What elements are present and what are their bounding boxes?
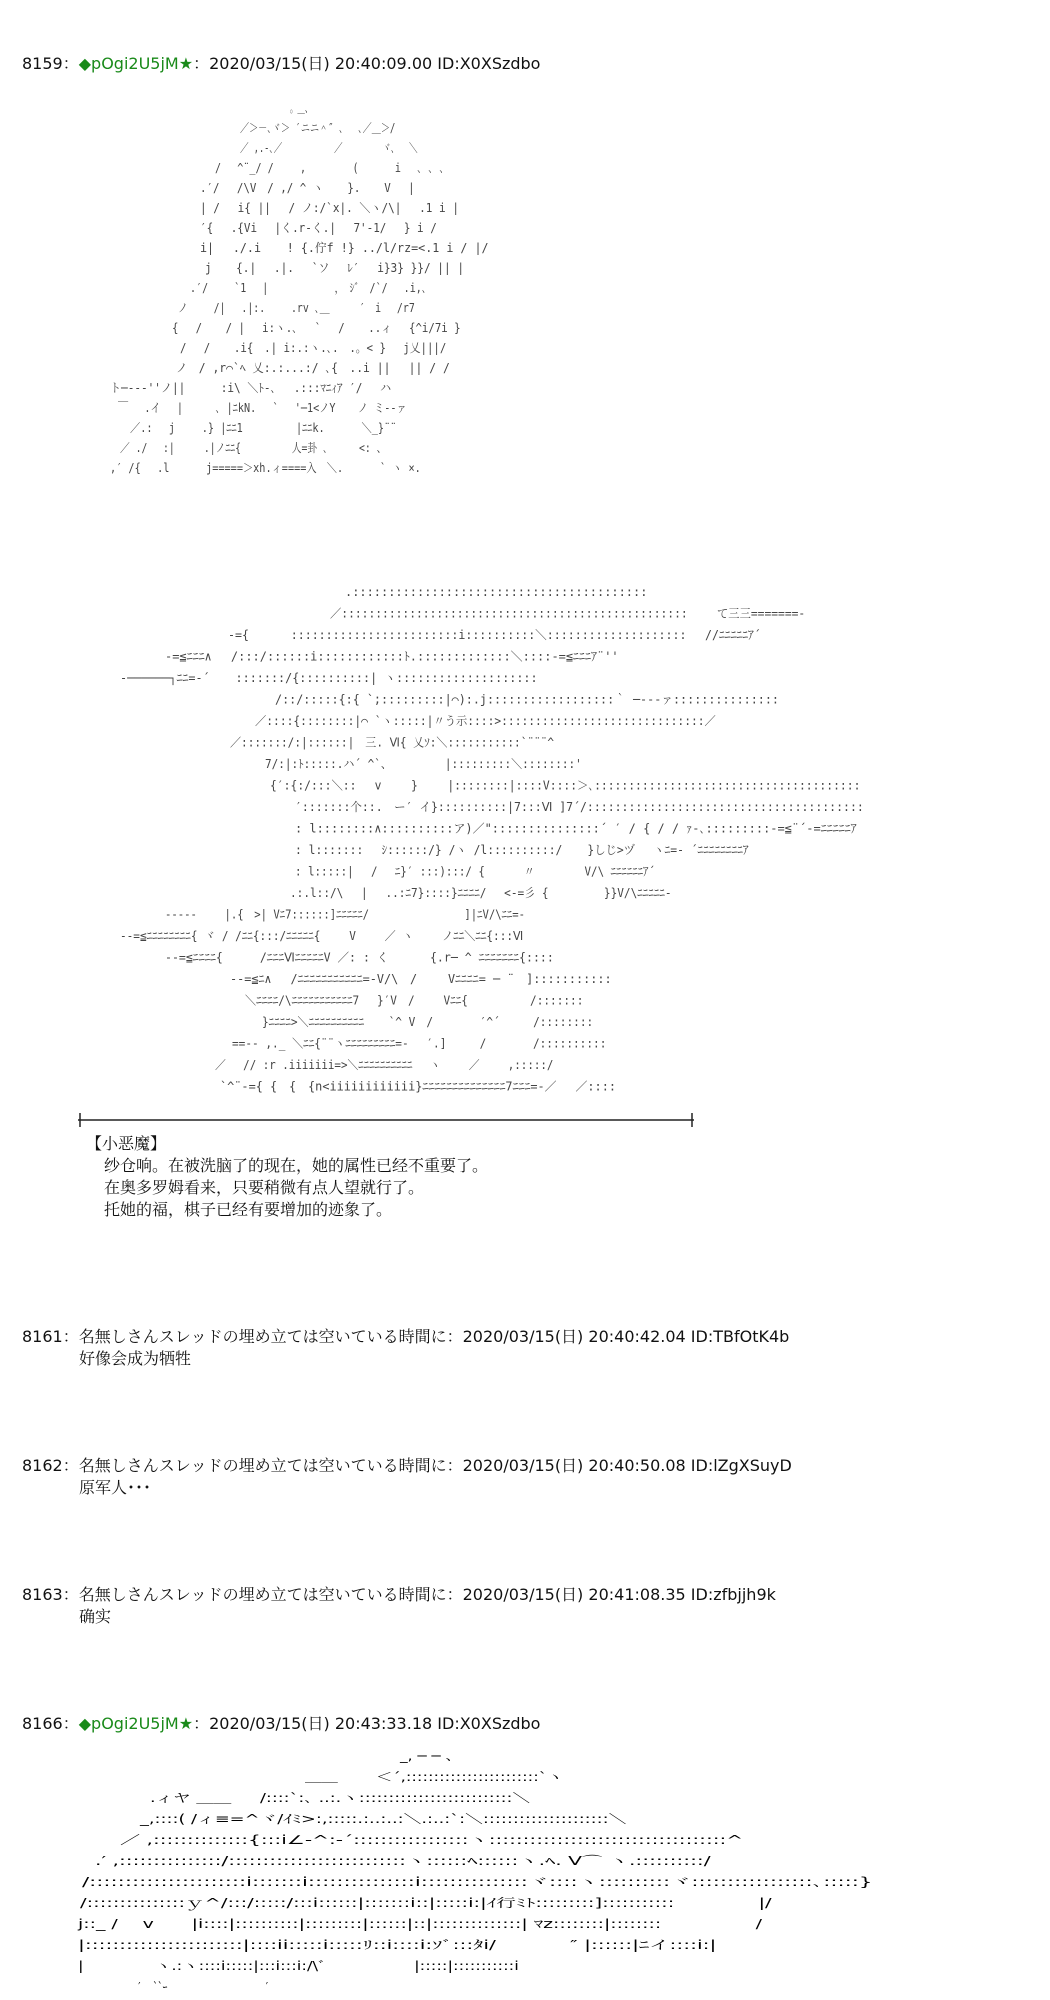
dialogue-line: 托她的福，棋子已经有要增加的迹象了。 bbox=[104, 1200, 393, 1219]
ascii-art-line: ′:::::::个::. ー′ イ}::::::::::|7:::Ⅵ ]7´/:::::::::::::::::::::::::::::::::::::::: bbox=[295, 800, 864, 814]
ascii-art-line: ／ ,.-､／ ／ ヾ､ ＼ bbox=[240, 141, 418, 155]
post-datetime: 2020/03/15(日) 20:40:50.08 bbox=[462, 1456, 686, 1475]
ascii-art-line: ノ /| .|:. .rv ､＿ ′ i /r7 bbox=[178, 301, 415, 315]
poster-id[interactable]: ID:zfbjjh9k bbox=[690, 1585, 776, 1604]
ascii-art-line: ,′ /{ .l j=====＞xh.ィ====入 ＼. ` ヽ ×. bbox=[110, 461, 421, 475]
ascii-art-line: {′:{:/:::＼:: v } |::::::::|::::V::::＞､::::::::::::::::::::::::::::::::::::::: bbox=[270, 778, 861, 793]
ascii-art-line: -=≦ﾆﾆﾆ∧ /:::/::::::i::::::::::::ﾄ.:::::::::::::＼::::-=≦ﾆﾆﾆｱ¨'' bbox=[165, 649, 619, 664]
post-datetime: 2020/03/15(日) 20:40:09.00 bbox=[209, 54, 433, 73]
poster-name: 名無しさんスレッドの埋め立ては空いている時間に bbox=[78, 1585, 447, 1604]
post-colon: ： bbox=[446, 1456, 463, 1475]
ascii-art-line: --=≦ﾆﾆﾆﾆﾆﾆﾆﾆ{ ヾ / /ﾆﾆ{:::/ﾆﾆﾆﾆﾆ{ V ／ ヽ ノﾆﾆ＼ﾆﾆ{:::Ⅵ bbox=[120, 929, 524, 943]
poster-name: ◆pOgi2U5jM bbox=[78, 1714, 179, 1733]
ascii-art-line: ￣ .イ | ､ |ﾆkN. ` '─1<ノY ノ ミ--ァ bbox=[118, 401, 460, 415]
ascii-art-line: { / / | i:ヽ.､ ` / ..ィ {^i/7i } bbox=[172, 321, 461, 335]
post-datetime: 2020/03/15(日) 20:43:33.18 bbox=[209, 1714, 433, 1733]
ascii-art-line: / / .i{ .| i:.:ヽ.､. .。< } j乂|||/ bbox=[180, 341, 447, 355]
ascii-art-line: .′ ,:::::::::::::::/::::::::::::::::::::::::::ヽ::::::ﾍ::::::ヽ.ﾍ. V⌒ ヽ.::::::::::/ bbox=[95, 1854, 713, 1868]
poster-name: 名無しさんスレッドの埋め立ては空いている時間に bbox=[78, 1456, 447, 1475]
post-header bbox=[22, 1585, 776, 1605]
ascii-art-line: ＿＿ ＜´,::::::::::::::::::::::::`ヽ bbox=[305, 1770, 564, 1784]
ascii-art-line: ′ ``ｰ ′ bbox=[78, 1980, 269, 1994]
ascii-art-line: --=≦ﾆﾆﾆﾆ{ /ﾆﾆﾆⅥﾆﾆﾆﾆﾆV ／: : く {.r─ ^ ﾆﾆﾆﾆﾆﾆﾆ{:::: bbox=[165, 950, 554, 965]
ascii-art-line: ‐──────┐ﾆﾆ=-´ :::::::/{::::::::::| ヽ:::::::::::::::::::: bbox=[120, 671, 538, 685]
ascii-art-line: `^¨-={ { { {n<iiiiiiiiiiii}ﾆﾆﾆﾆﾆﾆﾆﾆﾆﾆﾆﾆﾆﾆ7ﾆﾆﾆ=-／ ／:::: bbox=[220, 1079, 616, 1094]
ascii-art-line: ノ / ,r⌒`ﾍ 乂:.:...:/ ､{ ..i || || / / bbox=[176, 361, 450, 375]
dialogue-line: 纱仓响。在被洗脑了的现在，她的属性已经不重要了。 bbox=[104, 1156, 489, 1175]
ascii-art-line: ／ ,::::::::::::::{:::i∠-^:-´:::::::::::::::::ヽ:::::::::::::::::::::::::::::::::::^ bbox=[120, 1833, 744, 1847]
ascii-art-line: .:.l::/\ | ..:ﾆ7}::::}ﾆﾆﾆﾆ/ <-=彡 { }}V/\ﾆﾆﾆﾆﾆ- bbox=[290, 886, 672, 900]
ascii-art-line: /::/:::::{:{ `;:::::::::|⌒):.j::::::::::::::::::｀ ─‐‐‐ァ::::::::::::::: bbox=[275, 692, 779, 707]
ascii-art-line: ／.: j .} |ﾆﾆ1 |ﾆﾆk. ＼_}¨¨ bbox=[130, 421, 397, 435]
ascii-art-line: / ^¨_/ / , ( i ､ ､ ､ bbox=[215, 161, 445, 175]
poster-name: ◆pOgi2U5jM bbox=[78, 54, 179, 73]
post-body: 原军人･･･ bbox=[79, 1478, 152, 1497]
post-colon: ： bbox=[193, 54, 210, 73]
divider-line bbox=[76, 1112, 696, 1128]
ascii-art-line: 。＿、 bbox=[290, 101, 313, 115]
post-number[interactable]: 8163 bbox=[22, 1585, 63, 1604]
post-colon: ： bbox=[446, 1327, 463, 1346]
ascii-art-line: ′{ .{Vi |く.r-く.| 7'‐1/ } i / bbox=[200, 221, 437, 235]
ascii-art-line: .::::::::::::::::::::::::::::::::::::::::: bbox=[345, 585, 648, 599]
poster-id[interactable]: ID:X0XSzdbo bbox=[437, 1714, 541, 1733]
ascii-art-line: ＼ﾆﾆﾆﾆ/\ﾆﾆﾆﾆﾆﾆﾆﾆﾆﾆﾆ7 }′V / Vﾆﾆ{ /::::::: bbox=[245, 993, 584, 1008]
post-header bbox=[22, 1456, 792, 1476]
post-datetime: 2020/03/15(日) 20:40:42.04 bbox=[462, 1327, 686, 1346]
post-colon: ： bbox=[193, 1714, 210, 1733]
post-colon: ： bbox=[446, 1585, 463, 1604]
ascii-art-line: .′/ /\V / ,/ ^ ヽ }. V | bbox=[200, 181, 415, 195]
ascii-art-line: j {.| .|. `ソ ﾚ′ i}3} }}/ || | bbox=[205, 261, 464, 275]
star-icon: ★ bbox=[178, 54, 194, 73]
ascii-art-line: 7/:|:ﾄ:::::.ハ´ ^`、 |:::::::::＼::::::::' bbox=[265, 757, 582, 771]
post-number[interactable]: 8161 bbox=[22, 1327, 63, 1346]
ascii-art-line: _, ─ ─ 、 bbox=[398, 1749, 461, 1763]
ascii-art-line: i| ./.i ! {.佇f !} ../l/rz=<.1 i / |/ bbox=[200, 241, 497, 255]
post-separator: ： bbox=[62, 54, 79, 73]
ascii-art-line: ト─‐-‐''ノ|| :i\ ＼ﾄ-､ .:::ﾏﾆｨｱ ′/ ハ bbox=[110, 381, 392, 395]
ascii-art-line: ／ ./ :| .|ノﾆﾆ{ 人=卦 ､ <: 、 bbox=[120, 441, 449, 455]
post-separator: ： bbox=[62, 1585, 79, 1604]
post-separator: ： bbox=[62, 1456, 79, 1475]
ascii-art-line: | ヽ.:ヽ::::i:::::|:::i:::i:/\ﾞ |:::::|:::::::::::i bbox=[78, 1959, 519, 1973]
post-number[interactable]: 8159 bbox=[22, 54, 63, 73]
ascii-art-line: ----- |.{ >| Vﾆ7::::::]ﾆﾆﾆﾆﾆ/ ]|ﾆV/\ﾆﾆ=- bbox=[165, 907, 525, 922]
ascii-art-line: -={ ::::::::::::::::::::::::i::::::::::＼:::::::::::::::::::: //ﾆﾆﾆﾆﾆｱ´ bbox=[228, 628, 761, 642]
ascii-art-line: /::::::::::::::::::::::i:::::::i:::::::::::::::i:::::::::::::::ヾ::::ヽ::::::::::ヾ:::::::::::::::::､:::::} bbox=[82, 1875, 873, 1889]
ascii-art-line: .ィヤ ＿＿ /::::`:､ ..:.ヽ::::::::::::::::::::::::::＼ bbox=[150, 1791, 530, 1805]
star-icon: ★ bbox=[178, 1714, 194, 1733]
ascii-art-line: _,::::( /ィ≡=^ヾ/ｲﾐ>:,:::::.:..:..:＼.:..:`:＼:::::::::::::::::::::＼ bbox=[138, 1812, 627, 1826]
ascii-art-line: --=≦ﾆ∧ /ﾆﾆﾆﾆﾆﾆﾆﾆﾆﾆﾆ=-V/\ / Vﾆﾆﾆﾆ= ─ ¨ ]::::::::::: bbox=[230, 972, 612, 986]
ascii-art-line: : l::::::: ｼ::::::/} /ヽ /l::::::::::/ }しじ>ヅ ヽﾆ=- ´ﾆﾆﾆﾆﾆﾆﾆﾆｱ bbox=[295, 843, 749, 857]
post-header bbox=[22, 1714, 540, 1734]
post-body: 确实 bbox=[79, 1607, 112, 1626]
ascii-art-bottom bbox=[0, 1750, 1050, 2000]
poster-id[interactable]: ID:lZgXSuyD bbox=[690, 1456, 792, 1475]
ascii-art-line: |:::::::::::::::::::::::|::::ii:::::i:::::ﾘ::i::::i:ｿﾞ:::ﾀi/ ″ |::::::|ﾆイ::::i:| bbox=[78, 1938, 717, 1952]
poster-id[interactable]: ID:TBfOtK4b bbox=[690, 1327, 790, 1346]
ascii-art-line: }ﾆﾆﾆﾆ>＼ﾆﾆﾆﾆﾆﾆﾆﾆﾆﾆ `^ V / ′^´ /:::::::: bbox=[262, 1015, 594, 1029]
ascii-art-line: /:::::::::::::::ｙ^/:::/:::::/:::i::::::|:::::::i::|:::::i:|ｲ行ﾐﾄ:::::::::]::::::::::: |/ bbox=[80, 1896, 506, 1910]
ascii-art-line: ／＞－､ヾ＞ ′ニニ＾″ ､ ､／＿＞/ bbox=[240, 121, 396, 135]
ascii-art-line: ／::::{::::::::|⌒ `ヽ:::::|〃う示::::>::::::::::::::::::::::::::::::／ bbox=[255, 714, 716, 728]
post-body: 好像会成为牺牲 bbox=[79, 1349, 192, 1368]
post-number[interactable]: 8162 bbox=[22, 1456, 63, 1475]
ascii-art-line: ／ // :r .iiiiiii=>＼ﾆﾆﾆﾆﾆﾆﾆﾆﾆﾆ ヽ ／ ,:::::/ bbox=[215, 1058, 554, 1072]
speaker-label: 【小恶魔】 bbox=[86, 1134, 167, 1153]
post-datetime: 2020/03/15(日) 20:41:08.35 bbox=[462, 1585, 686, 1604]
post-separator: ： bbox=[62, 1327, 79, 1346]
post-number[interactable]: 8166 bbox=[22, 1714, 63, 1733]
ascii-art-line: ==-- ,._ ＼ﾆﾆ{¨¨ヽﾆﾆﾆﾆﾆﾆﾆﾆﾆ=- ′.] / /:::::::::: bbox=[232, 1036, 607, 1051]
ascii-art-line: ／:::::::/:|::::::| 三. Ⅵ{ 乂ｿ:＼:::::::::::`¨¨¨^ bbox=[230, 735, 554, 750]
dialogue-line: 在奥多罗姆看来，只要稍微有点人望就行了。 bbox=[104, 1178, 425, 1197]
ascii-art-line: .′/ `1 | ， ｼﾞ /`/ .i,､ bbox=[190, 281, 427, 295]
post-header bbox=[22, 1327, 789, 1347]
ascii-art-line: ／::::::::::::::::::::::::::::::::::::::::::::::::::: て三三=======- bbox=[330, 606, 806, 621]
poster-name: 名無しさんスレッドの埋め立ては空いている時間に bbox=[78, 1327, 447, 1346]
poster-id[interactable]: ID:X0XSzdbo bbox=[437, 54, 541, 73]
ascii-art-line: : l:::::| / ﾆ}′ :::):::/ { 〃 V/\ ﾆﾆﾆﾆﾆﾆｱ´ bbox=[295, 864, 655, 879]
ascii-art-line: j::_ / v |i::::|::::::::::|:::::::::|::::::|::|::::::::::::::| ﾏz::::::::|:::::::: / bbox=[76, 1917, 764, 1931]
ascii-art-line: : l::::::::∧::::::::::ア)／":::::::::::::::´ ′ / { / / ｧ-､:::::::::-=≦¨´-=ﾆﾆﾆﾆﾆｱ bbox=[295, 821, 857, 836]
post-separator: ： bbox=[62, 1714, 79, 1733]
ascii-art-line: | / i{ || / ノ:/`x|. ＼ヽ/\| .1 i | bbox=[200, 201, 459, 215]
